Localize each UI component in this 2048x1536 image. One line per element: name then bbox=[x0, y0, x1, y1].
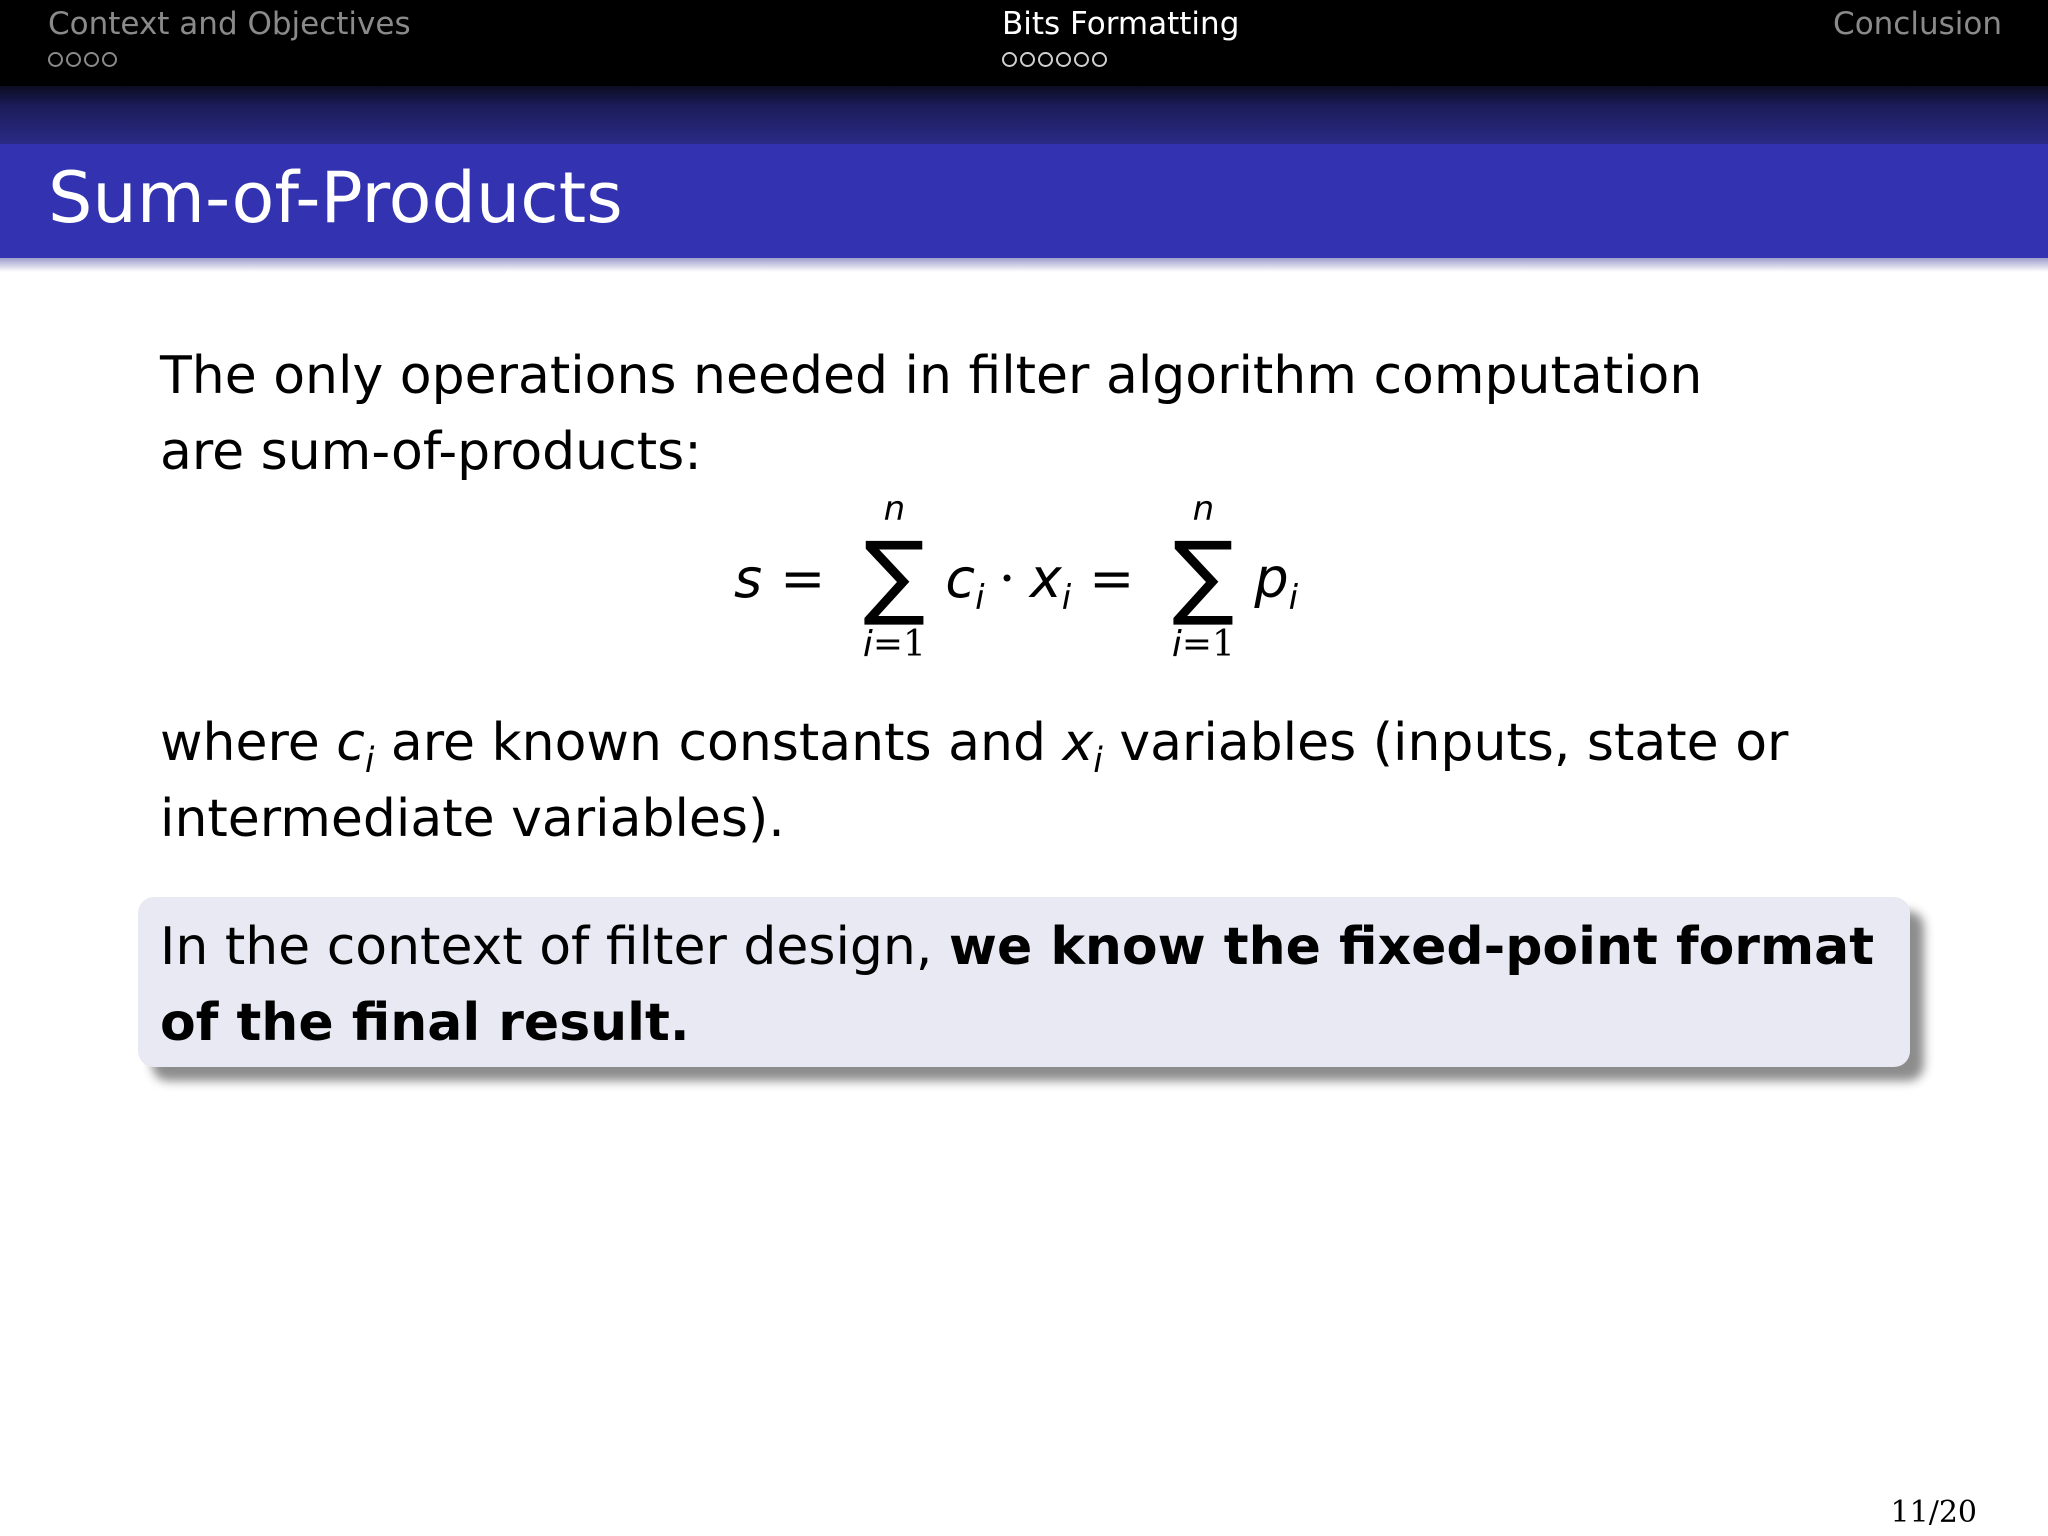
term-base: x bbox=[1029, 546, 1062, 610]
summation-1 bbox=[849, 490, 939, 666]
nav-frame-dot[interactable] bbox=[66, 52, 81, 67]
equals-sign: = bbox=[780, 546, 826, 610]
sum-start: =1 bbox=[872, 624, 926, 665]
header-navigation bbox=[0, 0, 2048, 86]
nav-section-bits-formatting[interactable] bbox=[1002, 6, 1239, 67]
intro-paragraph: The only operations needed in filter algorithm computation are sum-of-products: bbox=[160, 346, 1703, 482]
sigma-symbol: ∑ bbox=[863, 522, 926, 629]
nav-frame-dot[interactable] bbox=[84, 52, 99, 67]
nav-section-context-and-objectives[interactable] bbox=[48, 6, 411, 67]
where-text: where bbox=[160, 713, 337, 773]
sum-index: i bbox=[1171, 624, 1182, 665]
variable-base: x bbox=[1062, 713, 1094, 773]
term-subscript: i bbox=[1288, 577, 1299, 618]
header-gradient bbox=[0, 86, 2048, 144]
highlight-text: In the context of filter design, bbox=[160, 917, 949, 977]
highlight-block bbox=[138, 897, 1910, 1067]
nav-frame-dot[interactable] bbox=[102, 52, 117, 67]
term-subscript: i bbox=[1061, 577, 1072, 618]
nav-section-label[interactable]: Conclusion bbox=[1833, 6, 2002, 42]
nav-frame-dot[interactable] bbox=[48, 52, 63, 67]
where-text: variables (inputs, state or intermediate variables). bbox=[160, 713, 1789, 849]
equals-sign: = bbox=[1089, 546, 1135, 610]
nav-frame-dot[interactable] bbox=[1002, 52, 1017, 67]
sigma-symbol: ∑ bbox=[1172, 522, 1235, 629]
product-term bbox=[1254, 546, 1299, 618]
variable-subscript: i bbox=[364, 741, 375, 781]
nav-section-conclusion[interactable] bbox=[1833, 6, 2002, 42]
term-base: c bbox=[945, 546, 976, 610]
term-base: p bbox=[1254, 546, 1289, 610]
variable-term bbox=[1029, 546, 1072, 618]
sum-lower-limit bbox=[1172, 624, 1235, 666]
highlight-bold-text: we know the fixed-point format of the final result. bbox=[160, 917, 1875, 1053]
nav-frame-dots bbox=[1002, 52, 1239, 67]
sum-of-products-equation bbox=[734, 478, 1298, 678]
nav-frame-dot[interactable] bbox=[1020, 52, 1035, 67]
term-subscript: i bbox=[975, 577, 985, 618]
nav-section-label[interactable]: Bits Formatting bbox=[1002, 6, 1240, 42]
sum-index: i bbox=[862, 624, 873, 665]
coefficient-term bbox=[945, 546, 985, 618]
variable-base: c bbox=[336, 713, 365, 773]
variable-subscript: i bbox=[1093, 741, 1103, 781]
nav-frame-dot[interactable] bbox=[1038, 52, 1053, 67]
frame-title-shadow bbox=[0, 258, 2048, 272]
input-variable bbox=[1062, 713, 1103, 781]
where-paragraph bbox=[160, 705, 1800, 857]
multiplication-dot: · bbox=[998, 546, 1016, 610]
nav-frame-dot[interactable] bbox=[1056, 52, 1071, 67]
sum-upper-limit: n bbox=[883, 489, 906, 529]
where-text: are known constants and bbox=[374, 713, 1063, 773]
sum-upper-limit: n bbox=[1192, 489, 1215, 529]
constant-variable bbox=[336, 713, 375, 781]
nav-frame-dots bbox=[48, 52, 411, 67]
nav-frame-dot[interactable] bbox=[1074, 52, 1089, 67]
equation-lhs: s bbox=[734, 546, 763, 610]
sum-lower-limit bbox=[863, 624, 926, 666]
sum-start: =1 bbox=[1181, 624, 1235, 665]
nav-section-label[interactable]: Context and Objectives bbox=[48, 6, 411, 42]
nav-frame-dot[interactable] bbox=[1092, 52, 1107, 67]
frame-title: Sum-of-Products bbox=[48, 157, 623, 239]
summation-2 bbox=[1158, 490, 1248, 666]
page-number: 11/20 bbox=[1890, 1495, 1977, 1530]
